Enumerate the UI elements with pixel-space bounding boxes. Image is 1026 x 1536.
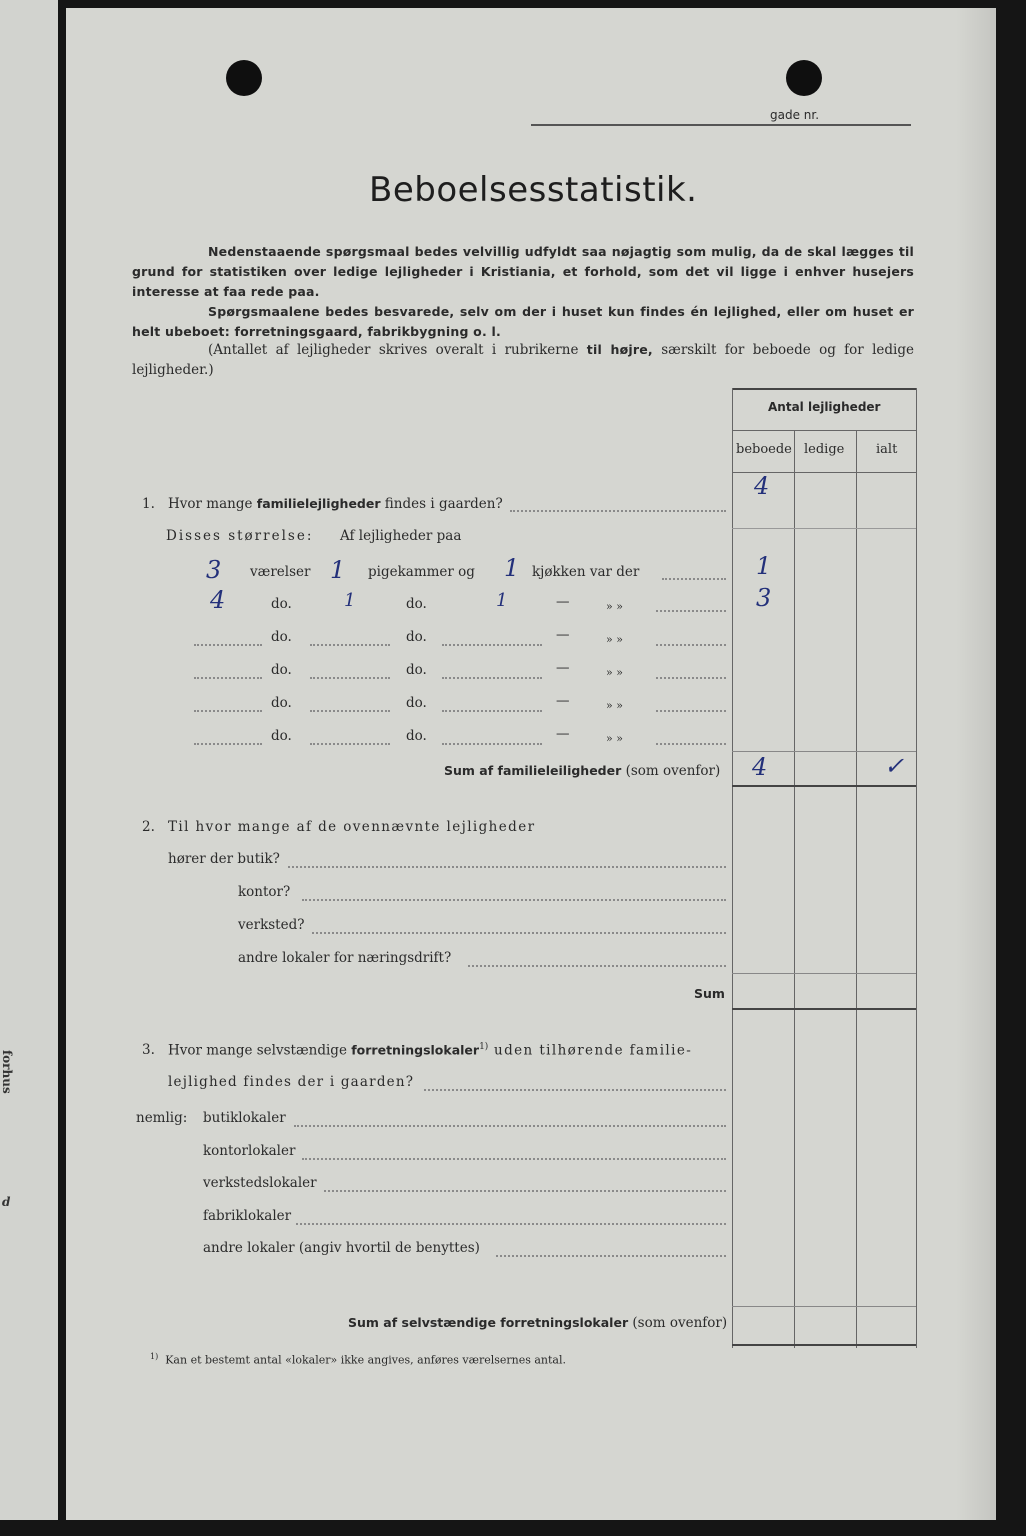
row3-dash: — xyxy=(556,627,570,643)
row2-pige[interactable]: 1 xyxy=(344,590,356,611)
adjacent-page xyxy=(0,0,58,1520)
col-ialt: ialt xyxy=(876,442,898,457)
q2-line3: verksted? xyxy=(238,917,305,933)
punch-hole-left xyxy=(226,60,262,96)
q2-line1: hører der butik? xyxy=(168,851,280,867)
row2-dash: — xyxy=(556,594,570,610)
q1-sum-beboede[interactable]: 4 xyxy=(752,753,768,781)
row4-dash: — xyxy=(556,660,570,676)
row2-do1: do. xyxy=(271,596,292,612)
q1-sum-label: Sum af familieleiligheder (som ovenfor) xyxy=(444,763,721,779)
page-title: Beboelsesstatistik. xyxy=(369,170,698,210)
row1-rooms-label: værelser xyxy=(250,564,311,580)
q1-size-label2: Af lejligheder paa xyxy=(340,528,462,544)
table-group-header: Antal lejligheder xyxy=(768,400,881,414)
row5-do2: do. xyxy=(406,695,427,711)
edge-text-d: d xyxy=(2,1195,11,1209)
row2-beboede[interactable]: 3 xyxy=(756,584,772,612)
row2-rooms[interactable]: 4 xyxy=(210,586,226,614)
row5-quote: » » xyxy=(606,699,623,712)
row1-kjokken-label: kjøkken var der xyxy=(532,564,640,580)
col-beboede: beboede xyxy=(736,442,792,457)
q2-line4: andre lokaler for næringsdrift? xyxy=(238,950,452,966)
row2-do2: do. xyxy=(406,596,427,612)
q3-sum-label: Sum af selvstændige forretningslokaler (som ovenfor) xyxy=(348,1315,728,1331)
row6-dash: — xyxy=(556,726,570,742)
q2-line2: kontor? xyxy=(238,884,291,900)
row5-do1: do. xyxy=(271,695,292,711)
q1-answer-beboede[interactable]: 4 xyxy=(754,472,770,500)
row1-rooms[interactable]: 3 xyxy=(206,556,222,584)
q3-nemlig: nemlig: xyxy=(136,1110,188,1126)
row1-kjokken[interactable]: 1 xyxy=(504,554,520,582)
row5-dash: — xyxy=(556,693,570,709)
row4-do2: do. xyxy=(406,662,427,678)
row6-quote: » » xyxy=(606,732,623,745)
q3-item-5: andre lokaler (angiv hvortil de benyttes) xyxy=(203,1240,480,1256)
row3-do1: do. xyxy=(271,629,292,645)
row1-pige[interactable]: 1 xyxy=(330,556,346,584)
footnote: $^{1)}$ Kan et bestemt antal «lokaler» ikke angives, anføres værelsernes antal. xyxy=(150,1352,567,1367)
row6-do1: do. xyxy=(271,728,292,744)
q3-number: 3. xyxy=(142,1042,155,1058)
row3-quote: » » xyxy=(606,633,623,646)
q3-line2: lejlighed findes der i gaarden? xyxy=(168,1074,415,1090)
q1-text: Hvor mange familielejligheder findes i gaarden? xyxy=(168,496,503,512)
form-page xyxy=(66,8,996,1520)
col-ledige: ledige xyxy=(804,442,845,457)
q3-text: Hvor mange selvstændige forretningslokaler$^{1)}$ uden tilhørende familie- xyxy=(168,1042,693,1059)
row1-beboede[interactable]: 1 xyxy=(756,552,772,580)
q1-size-label: Disses størrelse: xyxy=(166,528,314,544)
q3-item-2: kontorlokaler xyxy=(203,1143,296,1159)
q2-text: Til hvor mange af de ovennævnte lejligheder xyxy=(168,819,536,835)
intro-paragraph-3: (Antallet af lejligheder skrives overalt i rubrikerne til højre, særskilt for beboede og for ledige lejligheder.) xyxy=(132,342,914,378)
row2-quote: » » xyxy=(606,600,623,613)
punch-hole-right xyxy=(786,60,822,96)
q1-number: 1. xyxy=(142,496,155,512)
gade-label: gade nr. xyxy=(770,108,820,122)
q3-item-1: butiklokaler xyxy=(203,1110,286,1126)
row3-do2: do. xyxy=(406,629,427,645)
q2-number: 2. xyxy=(142,819,155,835)
q3-item-4: fabriklokaler xyxy=(203,1208,292,1224)
intro-paragraph-1: Nedenstaaende spørgsmaal bedes velvillig udfyldt saa nøjagtig som mulig, da de skal lægges til grund for statistiken over ledige lejligheder i Kristiania, et forhold, som det vil ligge i enhver husejers interesse at faa rede paa. xyxy=(132,244,914,299)
row4-do1: do. xyxy=(271,662,292,678)
row6-do2: do. xyxy=(406,728,427,744)
row4-quote: » » xyxy=(606,666,623,679)
row2-kjokken[interactable]: 1 xyxy=(496,590,508,611)
intro-paragraph-2: Spørgsmaalene bedes besvarede, selv om der i huset kun findes én lejlighed, eller om huset er helt ubeboet: forretningsgaard, fabrikbygning o. l. xyxy=(132,304,914,339)
q3-item-3: verkstedslokaler xyxy=(203,1175,317,1191)
q1-sum-ialt-mark[interactable]: ✓ xyxy=(884,752,905,780)
gade-field[interactable] xyxy=(531,124,911,126)
row1-pige-label: pigekammer og xyxy=(368,564,475,580)
edge-text-forhus: forhus xyxy=(0,1050,14,1094)
q2-sum: Sum xyxy=(694,986,725,1001)
